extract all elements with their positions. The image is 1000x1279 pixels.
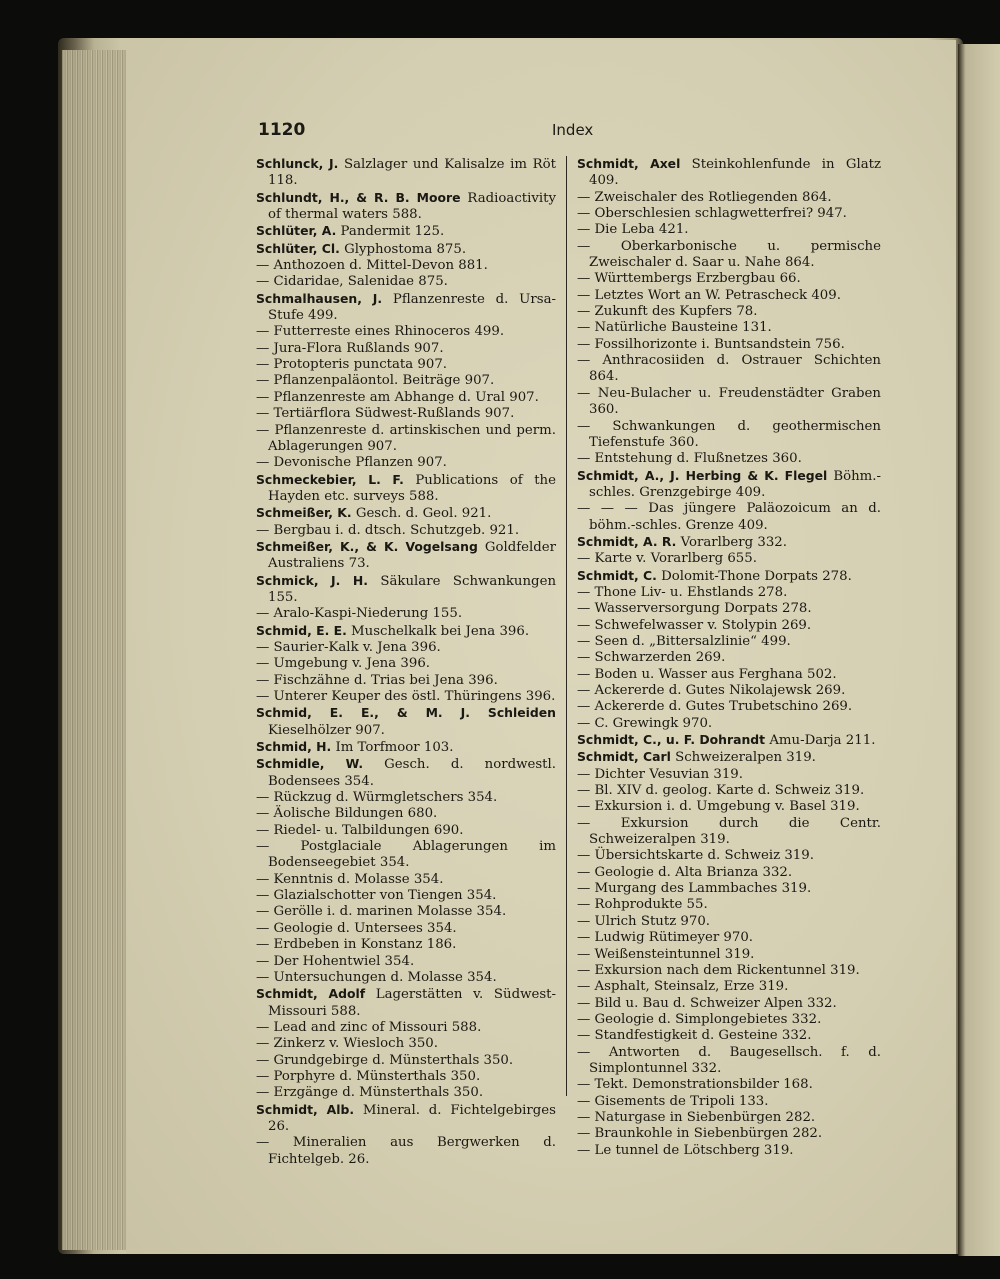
entry-text: — Schwefelwasser v. Stolypin 269. [577,617,812,633]
entry-text: — Thone Liv- u. Ehstlands 278. [577,584,788,600]
entry-text: — Bergbau i. d. dtsch. Schutzgeb. 921. [256,522,520,538]
entry-text: — Anthracosiiden d. Ostrauer Schichten 864. [577,353,881,385]
entry-text: — Aralo-Kaspi-Niederung 155. [256,606,463,622]
index-entry [577,386,881,419]
index-entry [256,324,556,340]
entry-text: — Standfestigkeit d. Gesteine 332. [577,1028,812,1044]
index-entry [577,1045,881,1078]
index-entry [256,156,556,190]
index-entry [577,914,881,930]
entry-text: Säkulare Schwankungen 155. [268,573,557,605]
entry-text: Kieselhölzer 907. [268,722,385,738]
entry-text: Mineral. d. Fichtelgebirges 26. [268,1102,556,1134]
entry-text: — Bild u. Bau d. Schweizer Alpen 332. [577,995,837,1011]
author-name: Schmid, H. [256,739,332,755]
entry-text: — Zweischaler des Rotliegenden 864. [577,189,832,205]
index-entry [577,1094,881,1110]
index-entry [256,970,556,986]
entry-text: — Kenntnis d. Molasse 354. [256,871,444,887]
entry-text: — Murgang des Lammbaches 319. [577,881,812,897]
index-entry [256,673,556,689]
author-name: Schmidt, C., u. F. Dohrandt [577,732,766,748]
entry-text: — Braunkohle in Siebenbürgen 282. [577,1126,823,1142]
entry-text: — Natürliche Bausteine 131. [577,320,772,336]
entry-text: Böhm.-schles. Grenzgebirge 409. [589,468,881,500]
index-entry [256,790,556,806]
entry-text: — Antworten d. Baugesellsch. f. d. Simplontunnel 332. [577,1044,881,1076]
entry-text: — C. Grewingk 970. [577,715,713,731]
entry-text: — Porphyre d. Münsterthals 350. [256,1068,481,1084]
index-entry [256,689,556,705]
entry-text: — Untersuchungen d. Molasse 354. [256,969,497,985]
index-entry [577,353,881,386]
author-name: Schmeckebier, L. F. [256,471,404,487]
index-entry [256,291,556,325]
entry-text: — Riedel- u. Talbildungen 690. [256,822,464,838]
entry-text: Gesch. d. nordwestl. Bodensees 354. [268,757,557,789]
index-entry [256,656,556,672]
index-entry [256,472,556,506]
index-entry [256,406,556,422]
index-entry [256,573,556,607]
index-entry [256,223,556,240]
entry-text: Steinkohlenfunde in Glatz 409. [589,157,882,189]
index-entry [577,451,881,467]
entry-text: Publications of the Hayden etc. surveys 588. [268,472,556,504]
entry-text: Glyphostoma 875. [339,241,467,257]
page-title: Index [552,121,594,139]
index-entry [577,816,881,849]
author-name: Schmidt, Carl [577,749,671,765]
entry-text: — Geologie d. Alta Brianza 332. [577,864,793,880]
entry-text: — Ackererde d. Gutes Trubetschino 269. [577,699,853,715]
entry-text: — Protopteris punctata 907. [256,357,448,373]
index-entry [256,888,556,904]
entry-text: — Exkursion durch die Centr. Schweizeralpen 319. [577,815,881,848]
entry-text: — Lead and zinc of Missouri 588. [256,1019,482,1035]
author-name: Schmalhausen, J. [256,290,383,306]
index-entry [577,190,881,206]
index-entry [256,455,556,471]
index-entry [577,667,881,683]
entry-text: — Pflanzenreste am Abhange d. Ural 907. [256,389,539,405]
entry-text: — Oberschlesien schlagwetterfrei? 947. [577,206,847,222]
index-entry [577,1012,881,1028]
author-name: Schmidle, W. [256,756,364,772]
entry-text: Im Torfmoor 103. [331,740,454,756]
index-entry [577,304,881,320]
index-entry [577,239,881,272]
index-entry [577,568,881,585]
index-entry [256,539,556,573]
index-entry [577,1126,881,1142]
index-entry [577,468,881,502]
index-entry [577,222,881,238]
index-entry [577,1077,881,1093]
index-entry [577,156,881,190]
index-entry [256,839,556,872]
index-entry [256,373,556,389]
entry-text: — Futterreste eines Rhinoceros 499. [256,324,505,340]
entry-text: — Exkursion i. d. Umgebung v. Basel 319. [577,799,860,815]
entry-text: — Schwankungen d. geothermischen Tiefenstufe 360. [577,418,881,450]
entry-text: — Rohprodukte 55. [577,897,708,913]
entry-text: Salzlager und Kalisalze im Röt 118. [268,157,556,189]
entry-text: — Naturgase in Siebenbürgen 282. [577,1109,816,1125]
index-entry [577,206,881,222]
adjacent-page-edge [958,44,1000,1256]
entry-text: — Erzgänge d. Münsterthals 350. [256,1085,484,1101]
index-entry [256,523,556,539]
entry-text: — Geologie d. Untersees 354. [256,920,457,936]
index-entry [577,979,881,995]
index-entry [577,947,881,963]
author-name: Schlundt, H., & R. B. Moore [256,189,461,205]
column-divider [566,156,567,1096]
index-entry [577,419,881,452]
index-entry [256,640,556,656]
index-entry [256,1102,556,1136]
entry-text: — Saurier-Kalk v. Jena 396. [256,639,441,655]
index-entry [577,320,881,336]
entry-text: — Rückzug d. Würmgletschers 354. [256,790,498,806]
entry-text: Pflanzenreste d. Ursa-Stufe 499. [268,291,556,324]
author-name: Schlunck, J. [256,156,339,171]
index-entry [256,921,556,937]
entry-text: — Boden u. Wasser aus Ferghana 502. [577,666,837,682]
index-entry [256,606,556,622]
entry-text: — Pflanzenpaläontol. Beiträge 907. [256,373,495,389]
entry-text: — Unterer Keuper des östl. Thüringens 396. [256,689,556,704]
index-entry [256,623,556,640]
index-entry [577,288,881,304]
entry-text: — Bl. XIV d. geolog. Karte d. Schweiz 319. [577,783,865,799]
author-name: Schmidt, A. R. [577,533,677,549]
index-entry [577,337,881,353]
entry-text: — Tekt. Demonstrationsbilder 168. [577,1077,813,1093]
entry-text: — Anthozoen d. Mittel-Devon 881. [256,258,488,274]
index-entry [577,1110,881,1126]
index-entry [256,904,556,920]
index-entry [577,767,881,783]
page-edges [62,50,126,1250]
index-entry [577,783,881,799]
entry-text: — Mineralien aus Bergwerken d. Fichtelgeb. 26. [256,1135,556,1167]
index-entry [256,806,556,822]
index-entry [577,930,881,946]
entry-text: — Exkursion nach dem Rickentunnel 319. [577,962,860,978]
author-name: Schmeißer, K. [256,505,352,521]
index-entry [256,274,556,290]
page-number: 1120 [258,120,306,140]
author-name: Schmidt, A., J. Herbing & K. Flegel [577,467,828,483]
index-entry [577,848,881,864]
entry-text: — Oberkarbonische u. permische Zweischaler d. Saar u. Nahe 864. [577,238,881,271]
author-name: Schmidt, Adolf [256,986,366,1002]
entry-text: — Letztes Wort an W. Petrascheck 409. [577,287,841,303]
index-entry [256,190,556,224]
index-entry [577,881,881,897]
author-name: Schmidt, C. [577,567,657,583]
entry-text: Dolomit-Thone Dorpats 278. [656,568,852,584]
index-entry [577,732,881,749]
index-entry [256,357,556,373]
index-entry [577,1143,881,1159]
index-entry [577,749,881,766]
index-entry [577,865,881,881]
index-entry [577,996,881,1012]
index-entry [256,1020,556,1036]
entry-text: Goldfelder Australiens 73. [268,539,557,572]
index-entry [256,1036,556,1052]
entry-text: — Pflanzenreste d. artinskischen und perm. Ablagerungen 907. [256,422,556,454]
author-name: Schmid, E. E. [256,622,347,638]
entry-text: — Karte v. Vorarlberg 655. [577,551,757,567]
index-entry [256,390,556,406]
index-entry [256,1069,556,1085]
entry-text: Amu-Darja 211. [765,733,876,749]
index-entry [577,897,881,913]
entry-text: Gesch. d. Geol. 921. [351,506,492,522]
author-name: Schmeißer, K., & K. Vogelsang [256,538,478,554]
author-name: Schmidt, Alb. [256,1101,355,1117]
entry-text: — Neu-Bulacher u. Freudenstädter Graben 360. [577,385,881,418]
author-name: Schmid, E. E., & M. J. Schleiden [256,705,556,721]
entry-text: — Ulrich Stutz 970. [577,913,711,929]
index-entry [577,963,881,979]
author-name: Schlüter, A. [256,223,337,239]
index-entry [577,551,881,567]
entry-text: — — — Das jüngere Paläozoicum an d. böhm.-schles. Grenze 409. [577,501,881,533]
entry-text: — Umgebung v. Jena 396. [256,656,431,672]
entry-text: — Die Leba 421. [577,222,689,238]
index-entry [256,954,556,970]
index-entry [256,1053,556,1069]
entry-text: — Zukunft des Kupfers 78. [577,304,758,320]
index-entry [256,986,556,1020]
index-entry [256,1135,556,1168]
index-entry [256,241,556,258]
entry-text: — Der Hohentwiel 354. [256,953,415,969]
index-entry [256,423,556,456]
index-entry [577,634,881,650]
entry-text: — Fossilhorizonte i. Buntsandstein 756. [577,336,845,352]
entry-text: — Zinkerz v. Wiesloch 350. [256,1036,438,1052]
entry-text: — Entstehung d. Flußnetzes 360. [577,451,802,467]
index-entry [256,258,556,274]
index-entry [577,683,881,699]
entry-text: — Ludwig Rütimeyer 970. [577,930,754,946]
entry-text: — Cidaridae, Salenidae 875. [256,274,448,290]
index-entry [577,501,881,534]
entry-text: — Weißensteintunnel 319. [577,946,755,962]
index-entry [256,872,556,888]
index-entry [577,618,881,634]
entry-text: — Ackererde d. Gutes Nikolajewsk 269. [577,683,846,698]
entry-text: — Devonische Pflanzen 907. [256,455,447,471]
entry-text: — Postglaciale Ablagerungen im Bodenseegebiet 354. [256,839,556,871]
index-entry [577,716,881,732]
entry-text: — Äolische Bildungen 680. [256,806,438,822]
index-entry [256,705,556,739]
index-entry [256,756,556,790]
entry-text: — Seen d. „Bittersalzlinie“ 499. [577,633,791,649]
index-entry [577,799,881,815]
entry-text: Lagerstätten v. Südwest-Missouri 588. [268,987,556,1019]
index-entry [577,1028,881,1044]
index-entry [577,585,881,601]
entry-text: Vorarlberg 332. [676,534,787,550]
entry-text: — Geologie d. Simplongebietes 332. [577,1011,822,1027]
entry-text: Radioactivity of thermal waters 588. [268,190,556,223]
index-entry [256,341,556,357]
index-entry [256,1085,556,1101]
entry-text: — Asphalt, Steinsalz, Erze 319. [577,979,789,995]
entry-text: — Erdbeben in Konstanz 186. [256,937,457,953]
index-entry [577,650,881,666]
entry-text: — Jura-Flora Rußlands 907. [256,340,444,356]
entry-text: — Schwarzerden 269. [577,650,726,666]
entry-text: — Glazialschotter von Tiengen 354. [256,888,497,904]
index-entry [256,505,556,522]
author-name: Schlüter, Cl. [256,240,340,256]
entry-text: Pandermit 125. [336,224,445,240]
index-entry [577,271,881,287]
entry-text: — Dichter Vesuvian 319. [577,766,743,782]
entry-text: Schweizeralpen 319. [670,750,816,766]
entry-text: — Tertiärflora Südwest-Rußlands 907. [256,406,515,422]
running-head [0,120,1000,142]
index-entry [256,739,556,756]
entry-text: Muschelkalk bei Jena 396. [346,623,530,639]
entry-text: — Le tunnel de Lötschberg 319. [577,1142,794,1158]
index-column-left [256,156,556,1168]
entry-text: — Wasserversorgung Dorpats 278. [577,601,812,617]
index-entry [256,937,556,953]
entry-text: — Übersichtskarte d. Schweiz 319. [577,848,814,864]
entry-text: — Grundgebirge d. Münsterthals 350. [256,1052,514,1068]
index-entry [577,699,881,715]
entry-text: — Fischzähne d. Trias bei Jena 396. [256,672,498,688]
author-name: Schmidt, Axel [577,156,681,171]
index-entry [577,534,881,551]
entry-text: — Gisements de Tripoli 133. [577,1093,769,1109]
entry-text: — Gerölle i. d. marinen Molasse 354. [256,904,507,920]
index-entry [256,823,556,839]
index-entry [577,601,881,617]
author-name: Schmick, J. H. [256,572,368,588]
index-column-right [577,156,881,1159]
entry-text: — Württembergs Erzbergbau 66. [577,271,801,287]
